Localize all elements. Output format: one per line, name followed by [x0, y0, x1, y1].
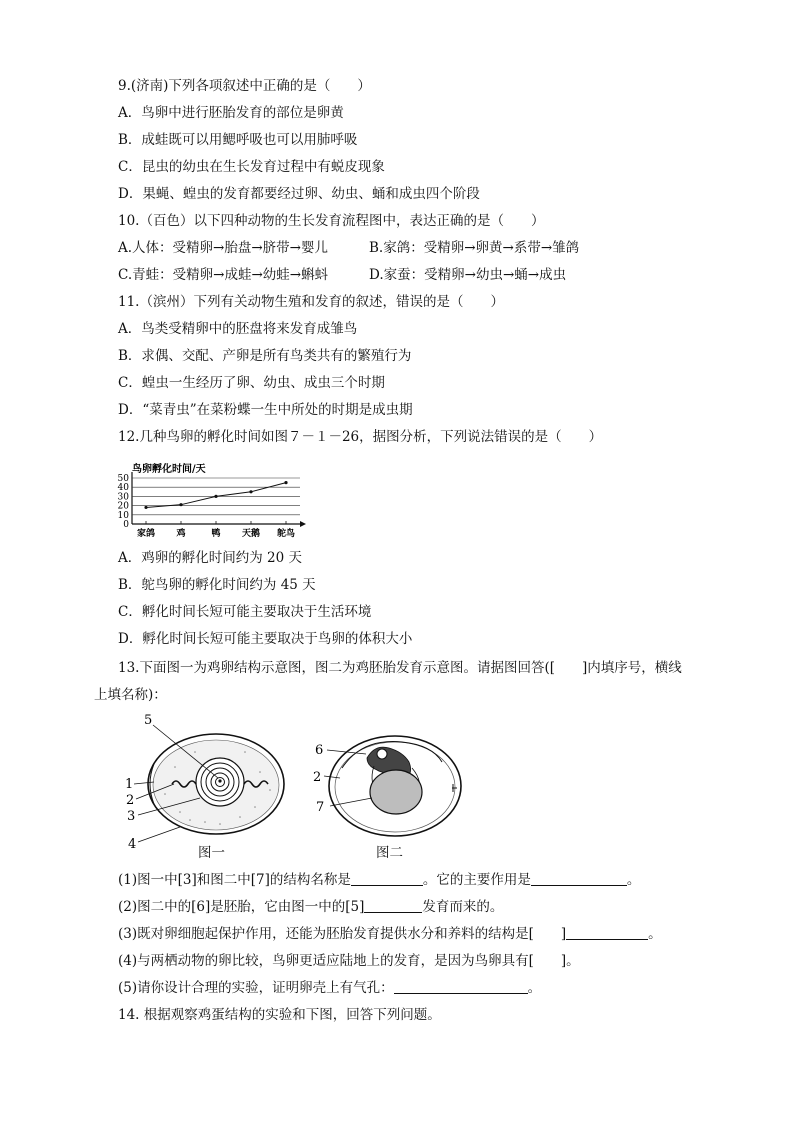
q11-option-b: B．求偶、交配、产卵是所有鸟类共有的繁殖行为 [118, 348, 412, 364]
q12-option-d: D．孵化时间长短可能主要取决于鸟卵的体积大小 [118, 631, 413, 647]
q13-sub5-blank[interactable] [394, 979, 528, 994]
q11-option-c: C．蝗虫一生经历了卵、幼虫、成虫三个时期 [118, 375, 385, 391]
q9-option-d: D．果蝇、蝗虫的发育都要经过卵、幼虫、蛹和成虫四个阶段 [118, 186, 480, 202]
q13-sub1-blank-name[interactable] [351, 871, 423, 886]
q13-sub3 [118, 925, 662, 943]
q14-stem: 14. 根据观察鸡蛋结构的实验和下图，回答下列问题。 [118, 1007, 441, 1023]
chart-ytick-label: 0 [123, 520, 129, 530]
chart-ytick-label: 50 [117, 474, 129, 484]
q13-sub1-text-a: (1)图一中[3]和图二中[7]的结构名称是 [118, 872, 351, 888]
q13-sub2-text-a: (2)图二中的[6]是胚胎，它由图一中的[5] [118, 899, 365, 915]
q9-option-a: A．鸟卵中进行胚胎发育的部位是卵黄 [118, 105, 344, 121]
q10-option-a: A.人体：受精卵→胎盘→脐带→婴儿 [118, 240, 328, 256]
q12-option-b: B．鸵鸟卵的孵化时间约为 45 天 [118, 577, 316, 593]
chart-ytick-label: 40 [117, 483, 129, 494]
chart-title: 鸟卵孵化时间/天 [132, 464, 206, 475]
q13-sub5-text-a: (5)请你设计合理的实验，证明卵壳上有气孔： [118, 980, 394, 996]
chart-point [249, 490, 252, 493]
chart-point [179, 503, 182, 506]
q13-stem-line2: 上填名称)： [94, 687, 167, 703]
fig2-label-7: 7 [316, 800, 325, 815]
fig2-label-2: 2 [313, 770, 322, 785]
q10-option-b: B.家鸽：受精卵→卵黄→系带→雏鸽 [369, 240, 580, 256]
fig1-label-1: 1 [125, 777, 134, 792]
q11-option-d: D．“菜青虫”在菜粉蝶一生中所处的时期是成虫期 [118, 402, 413, 418]
q12-option-c: C．孵化时间长短可能主要取决于生活环境 [118, 604, 372, 620]
q13-sub5 [118, 979, 541, 997]
q10-stem: 10.（百色）以下四种动物的生长发育流程图中，表达正确的是（ ） [118, 213, 545, 229]
fig1-label-5: 5 [144, 713, 153, 728]
chart-x-arrow [300, 521, 306, 527]
q13-sub4: (4)与两栖动物的卵比较，鸟卵更适应陆地上的发育，是因为鸟卵具有[ ]。 [118, 953, 580, 969]
q13-sub3-text-b: 。 [648, 926, 662, 942]
fig2-caption: 图二 [376, 845, 403, 861]
q13-sub1-text-c: 。 [626, 872, 641, 888]
embryo-development-figure [312, 728, 472, 848]
q11-option-a: A．鸟类受精卵中的胚盘将来发育成雏鸟 [118, 321, 358, 337]
q13-sub2 [118, 898, 503, 916]
q12-option-a: A．鸡卵的孵化时间约为 20 天 [118, 550, 303, 566]
q10-option-d: D.家蚕：受精卵→幼虫→蛹→成虫 [369, 267, 567, 283]
chart-ytick-label: 20 [117, 501, 129, 512]
chart-xtick-label: 鸵鸟 [276, 529, 296, 539]
chart-point [214, 495, 217, 498]
q13-sub1-text-b: 。它的主要作用是 [422, 872, 531, 888]
chart-point [284, 481, 287, 484]
fig1-label-2: 2 [126, 793, 135, 808]
chart-ytick-label: 30 [117, 492, 129, 503]
q10-option-c: C.青蛙：受精卵→成蛙→幼蛙→蝌蚪 [118, 267, 329, 283]
fig1-label-3: 3 [127, 809, 136, 824]
fig1-label-4: 4 [128, 837, 137, 852]
chart-xtick-label: 鸭 [211, 529, 221, 539]
chart-xtick-label: 家鸽 [136, 529, 156, 539]
q9-stem: 9.(济南)下列各项叙述中正确的是（ ） [118, 78, 371, 94]
chart-xtick-label: 鸡 [176, 529, 186, 539]
fig2-label-6: 6 [315, 743, 324, 758]
q13-sub2-blank[interactable] [364, 898, 422, 913]
q11-stem: 11.（滨州）下列有关动物生殖和发育的叙述，错误的是（ ） [118, 294, 504, 310]
chart-xtick-label: 天鹅 [241, 529, 261, 539]
q9-option-b: B．成蛙既可以用鳃呼吸也可以用肺呼吸 [118, 132, 358, 148]
q12-stem: 12.几种鸟卵的孵化时间如图７－１－26，据图分析，下列说法错误的是（ ） [118, 429, 603, 445]
q13-sub3-text-a: (3)既对卵细胞起保护作用，还能为胚胎发育提供水分和养料的结构是[ ] [118, 926, 567, 942]
q9-option-c: C．昆虫的幼虫在生长发育过程中有蜕皮现象 [118, 159, 385, 175]
q13-sub1 [118, 871, 640, 889]
q13-sub2-text-b: 发育而来的。 [422, 899, 504, 915]
chart-ytick-label: 10 [117, 510, 129, 521]
hatching-time-chart [112, 458, 312, 542]
egg-structure-figure [120, 712, 300, 862]
q13-sub3-blank[interactable] [566, 925, 648, 940]
q13-stem-line1: 13.下面图一为鸡卵结构示意图，图二为鸡胚胎发育示意图。请据图回答([ ]内填序号，横线 [118, 660, 682, 676]
q13-sub1-blank-function[interactable] [531, 871, 627, 886]
q13-sub5-text-b: 。 [527, 980, 542, 996]
chart-point [144, 506, 147, 509]
fig1-caption: 图一 [198, 845, 225, 861]
